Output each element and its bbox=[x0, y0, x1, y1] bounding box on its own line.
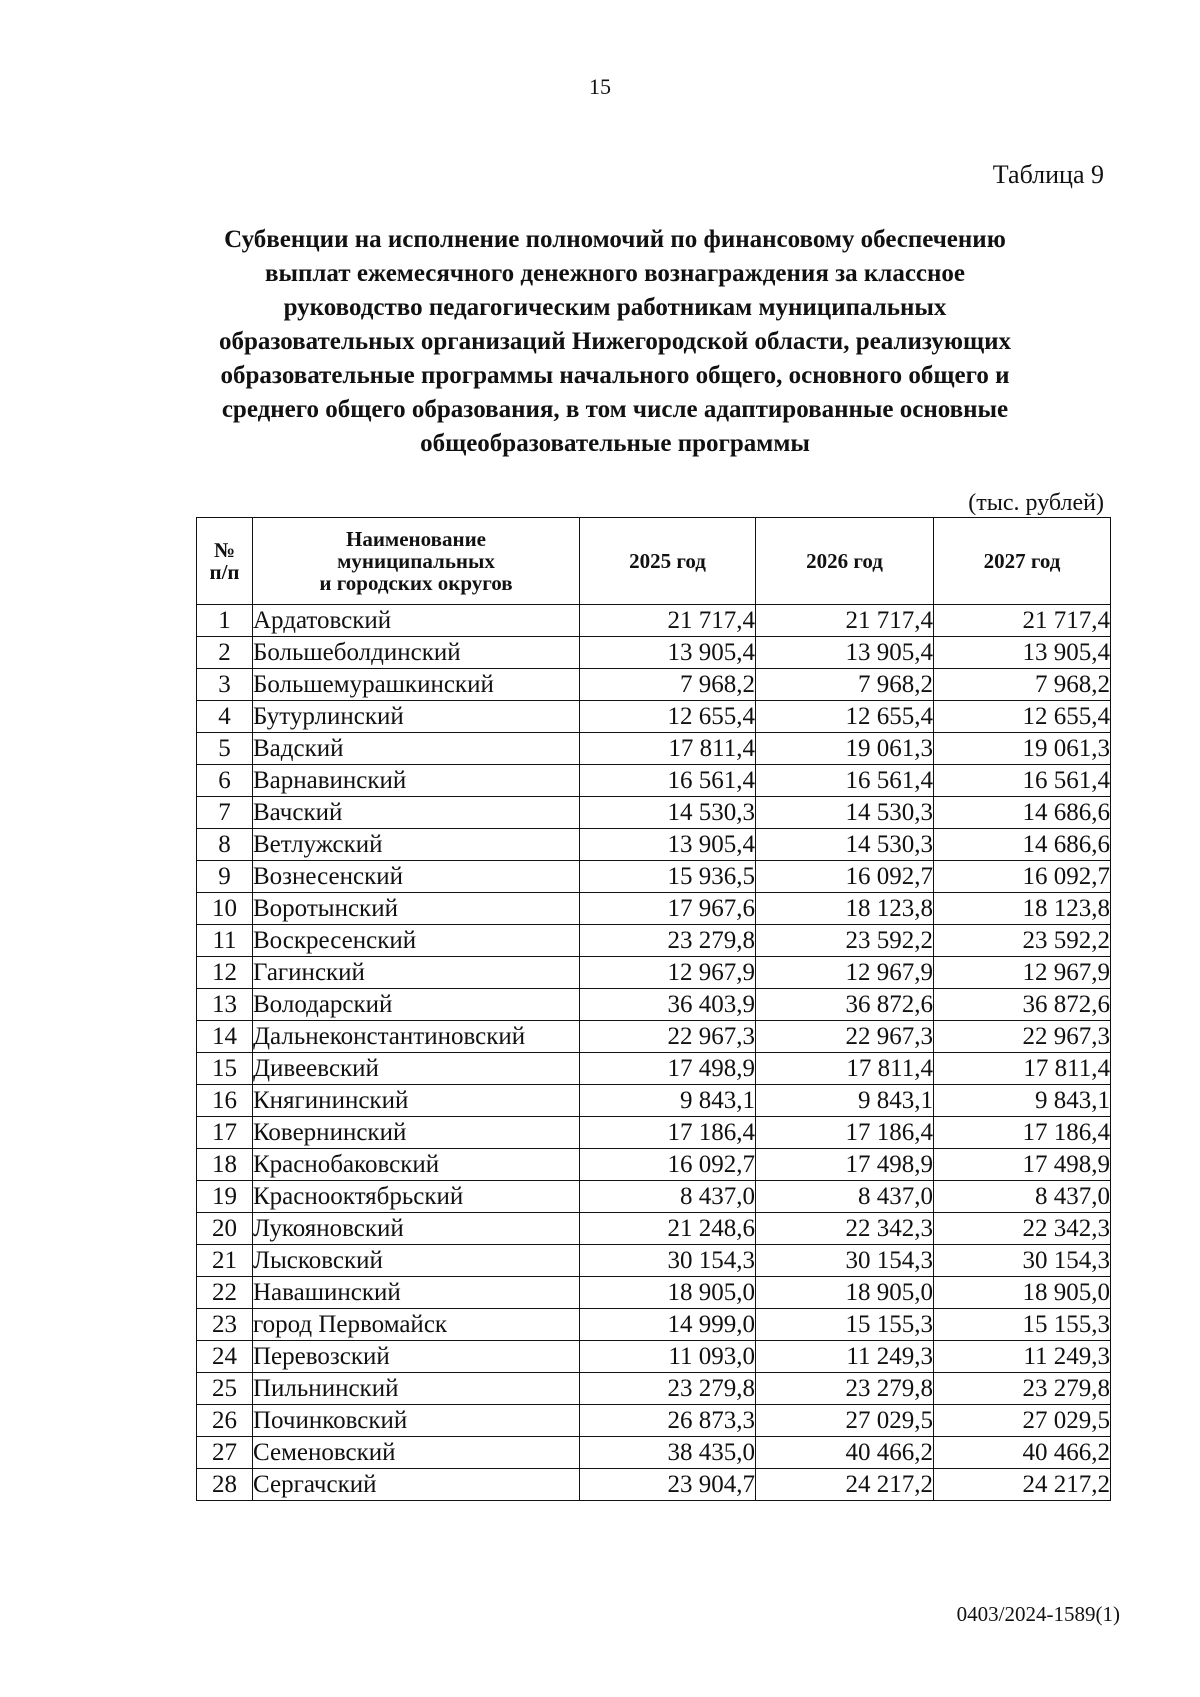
table-row bbox=[197, 669, 1111, 701]
table-row bbox=[197, 765, 1111, 797]
row-name: Сергачский bbox=[253, 1469, 580, 1501]
row-number: 24 bbox=[197, 1341, 253, 1373]
header-name-line: и городских округов bbox=[319, 571, 513, 595]
row-number: 25 bbox=[197, 1373, 253, 1405]
title-line: выплат ежемесячного денежного вознаграждения за классное bbox=[264, 260, 966, 287]
header-number-line: № bbox=[213, 538, 236, 562]
row-value-2025: 21 717,4 bbox=[580, 605, 756, 637]
row-name: Дивеевский bbox=[253, 1053, 580, 1085]
row-value-2026: 14 530,3 bbox=[756, 829, 934, 861]
row-number: 20 bbox=[197, 1213, 253, 1245]
row-value-2025: 9 843,1 bbox=[580, 1085, 756, 1117]
table-row bbox=[197, 829, 1111, 861]
table-row bbox=[197, 1373, 1111, 1405]
row-name: Вознесенский bbox=[253, 861, 580, 893]
row-value-2025: 8 437,0 bbox=[580, 1181, 756, 1213]
row-value-2026: 11 249,3 bbox=[756, 1341, 934, 1373]
header-name-line: Наименование bbox=[346, 527, 486, 551]
row-number: 15 bbox=[197, 1053, 253, 1085]
row-name: Варнавинский bbox=[253, 765, 580, 797]
table-row bbox=[197, 1437, 1111, 1469]
table-row bbox=[197, 733, 1111, 765]
table-row bbox=[197, 861, 1111, 893]
row-name: Воскресенский bbox=[253, 925, 580, 957]
row-value-2027: 16 092,7 bbox=[934, 861, 1111, 893]
row-value-2025: 13 905,4 bbox=[580, 829, 756, 861]
row-name: Краснобаковский bbox=[253, 1149, 580, 1181]
row-value-2025: 12 655,4 bbox=[580, 701, 756, 733]
row-value-2027: 36 872,6 bbox=[934, 989, 1111, 1021]
title-line: Субвенции на исполнение полномочий по финансовому обеспечению bbox=[224, 226, 1006, 253]
row-value-2026: 40 466,2 bbox=[756, 1437, 934, 1469]
row-value-2026: 16 092,7 bbox=[756, 861, 934, 893]
row-number: 8 bbox=[197, 829, 253, 861]
row-number: 9 bbox=[197, 861, 253, 893]
row-value-2025: 38 435,0 bbox=[580, 1437, 756, 1469]
row-value-2027: 24 217,2 bbox=[934, 1469, 1111, 1501]
row-name: Краснооктябрьский bbox=[253, 1181, 580, 1213]
row-name: Навашинский bbox=[253, 1277, 580, 1309]
table-row bbox=[197, 1213, 1111, 1245]
row-value-2026: 14 530,3 bbox=[756, 797, 934, 829]
row-value-2027: 22 342,3 bbox=[934, 1213, 1111, 1245]
row-value-2026: 16 561,4 bbox=[756, 765, 934, 797]
table-row bbox=[197, 1117, 1111, 1149]
row-number: 19 bbox=[197, 1181, 253, 1213]
row-number: 14 bbox=[197, 1021, 253, 1053]
row-value-2026: 9 843,1 bbox=[756, 1085, 934, 1117]
row-value-2027: 12 967,9 bbox=[934, 957, 1111, 989]
row-value-2025: 23 904,7 bbox=[580, 1469, 756, 1501]
header-2026: 2026 год bbox=[756, 518, 934, 605]
row-name: Вадский bbox=[253, 733, 580, 765]
row-value-2026: 12 655,4 bbox=[756, 701, 934, 733]
title-line: образовательных организаций Нижегородской области, реализующих bbox=[218, 328, 1011, 355]
row-value-2026: 27 029,5 bbox=[756, 1405, 934, 1437]
units-label: (тыс. рублей) bbox=[968, 490, 1104, 516]
row-number: 21 bbox=[197, 1245, 253, 1277]
row-value-2027: 11 249,3 bbox=[934, 1341, 1111, 1373]
row-value-2025: 17 186,4 bbox=[580, 1117, 756, 1149]
table-row bbox=[197, 1469, 1111, 1501]
row-value-2025: 17 498,9 bbox=[580, 1053, 756, 1085]
row-name: Лысковский bbox=[253, 1245, 580, 1277]
row-name: Большеболдинский bbox=[253, 637, 580, 669]
row-value-2027: 21 717,4 bbox=[934, 605, 1111, 637]
row-value-2027: 17 498,9 bbox=[934, 1149, 1111, 1181]
row-number: 6 bbox=[197, 765, 253, 797]
row-number: 23 bbox=[197, 1309, 253, 1341]
title-line: общеобразовательные программы bbox=[420, 430, 810, 457]
row-value-2027: 19 061,3 bbox=[934, 733, 1111, 765]
table-row bbox=[197, 701, 1111, 733]
row-value-2026: 17 186,4 bbox=[756, 1117, 934, 1149]
document-code: 0403/2024-1589(1) bbox=[956, 1602, 1120, 1626]
header-number bbox=[197, 518, 253, 605]
row-name: Семеновский bbox=[253, 1437, 580, 1469]
row-value-2027: 9 843,1 bbox=[934, 1085, 1111, 1117]
row-value-2027: 40 466,2 bbox=[934, 1437, 1111, 1469]
row-value-2026: 8 437,0 bbox=[756, 1181, 934, 1213]
table-row bbox=[197, 1085, 1111, 1117]
row-number: 11 bbox=[197, 925, 253, 957]
table-row bbox=[197, 1149, 1111, 1181]
row-number: 28 bbox=[197, 1469, 253, 1501]
row-name: Ковернинский bbox=[253, 1117, 580, 1149]
row-value-2025: 17 967,6 bbox=[580, 893, 756, 925]
row-number: 10 bbox=[197, 893, 253, 925]
row-name: Володарский bbox=[253, 989, 580, 1021]
table-row bbox=[197, 1405, 1111, 1437]
row-value-2026: 13 905,4 bbox=[756, 637, 934, 669]
row-value-2025: 23 279,8 bbox=[580, 925, 756, 957]
row-value-2025: 16 092,7 bbox=[580, 1149, 756, 1181]
row-value-2025: 14 999,0 bbox=[580, 1309, 756, 1341]
row-value-2025: 30 154,3 bbox=[580, 1245, 756, 1277]
row-name: город Первомайск bbox=[253, 1309, 580, 1341]
table-row bbox=[197, 797, 1111, 829]
row-value-2025: 16 561,4 bbox=[580, 765, 756, 797]
header-name-line: муниципальных bbox=[337, 549, 495, 573]
row-value-2025: 23 279,8 bbox=[580, 1373, 756, 1405]
row-value-2027: 27 029,5 bbox=[934, 1405, 1111, 1437]
row-value-2026: 24 217,2 bbox=[756, 1469, 934, 1501]
table-row bbox=[197, 1277, 1111, 1309]
row-value-2027: 12 655,4 bbox=[934, 701, 1111, 733]
row-value-2027: 18 905,0 bbox=[934, 1277, 1111, 1309]
table-row bbox=[197, 605, 1111, 637]
row-number: 26 bbox=[197, 1405, 253, 1437]
row-value-2026: 17 498,9 bbox=[756, 1149, 934, 1181]
row-number: 1 bbox=[197, 605, 253, 637]
header-number-line: п/п bbox=[209, 560, 240, 584]
row-value-2026: 12 967,9 bbox=[756, 957, 934, 989]
row-number: 18 bbox=[197, 1149, 253, 1181]
table-body bbox=[197, 605, 1111, 1501]
row-number: 5 bbox=[197, 733, 253, 765]
row-name: Починковский bbox=[253, 1405, 580, 1437]
row-name: Вачский bbox=[253, 797, 580, 829]
row-name: Перевозский bbox=[253, 1341, 580, 1373]
table-label: Таблица 9 bbox=[992, 160, 1104, 189]
row-value-2027: 23 279,8 bbox=[934, 1373, 1111, 1405]
row-value-2026: 18 905,0 bbox=[756, 1277, 934, 1309]
row-value-2027: 8 437,0 bbox=[934, 1181, 1111, 1213]
table-row bbox=[197, 925, 1111, 957]
row-value-2025: 13 905,4 bbox=[580, 637, 756, 669]
header-2025: 2025 год bbox=[580, 518, 756, 605]
row-name: Ардатовский bbox=[253, 605, 580, 637]
header-2027: 2027 год bbox=[934, 518, 1111, 605]
row-value-2026: 23 592,2 bbox=[756, 925, 934, 957]
row-value-2026: 21 717,4 bbox=[756, 605, 934, 637]
row-value-2026: 17 811,4 bbox=[756, 1053, 934, 1085]
row-number: 22 bbox=[197, 1277, 253, 1309]
row-number: 27 bbox=[197, 1437, 253, 1469]
row-value-2027: 16 561,4 bbox=[934, 765, 1111, 797]
row-value-2025: 21 248,6 bbox=[580, 1213, 756, 1245]
table-row bbox=[197, 1021, 1111, 1053]
row-name: Ветлужский bbox=[253, 829, 580, 861]
row-name: Княгининский bbox=[253, 1085, 580, 1117]
row-number: 7 bbox=[197, 797, 253, 829]
row-value-2025: 17 811,4 bbox=[580, 733, 756, 765]
row-name: Дальнеконстантиновский bbox=[253, 1021, 580, 1053]
row-number: 2 bbox=[197, 637, 253, 669]
row-number: 12 bbox=[197, 957, 253, 989]
table-row bbox=[197, 1245, 1111, 1277]
row-value-2027: 18 123,8 bbox=[934, 893, 1111, 925]
row-value-2027: 15 155,3 bbox=[934, 1309, 1111, 1341]
row-number: 3 bbox=[197, 669, 253, 701]
row-value-2026: 18 123,8 bbox=[756, 893, 934, 925]
row-value-2027: 13 905,4 bbox=[934, 637, 1111, 669]
row-value-2025: 36 403,9 bbox=[580, 989, 756, 1021]
title-line: образовательные программы начального общего, основного общего и bbox=[220, 362, 1010, 389]
row-value-2027: 30 154,3 bbox=[934, 1245, 1111, 1277]
row-value-2026: 22 342,3 bbox=[756, 1213, 934, 1245]
row-name: Воротынский bbox=[253, 893, 580, 925]
table-header-row bbox=[197, 518, 1111, 605]
table-row bbox=[197, 957, 1111, 989]
row-value-2026: 22 967,3 bbox=[756, 1021, 934, 1053]
row-value-2026: 19 061,3 bbox=[756, 733, 934, 765]
table-row bbox=[197, 637, 1111, 669]
table-row bbox=[197, 1309, 1111, 1341]
row-value-2025: 11 093,0 bbox=[580, 1341, 756, 1373]
row-value-2027: 14 686,6 bbox=[934, 829, 1111, 861]
row-name: Пильнинский bbox=[253, 1373, 580, 1405]
row-value-2025: 18 905,0 bbox=[580, 1277, 756, 1309]
table-row bbox=[197, 1341, 1111, 1373]
row-value-2025: 15 936,5 bbox=[580, 861, 756, 893]
row-number: 13 bbox=[197, 989, 253, 1021]
row-number: 4 bbox=[197, 701, 253, 733]
row-value-2026: 36 872,6 bbox=[756, 989, 934, 1021]
table-row bbox=[197, 893, 1111, 925]
title-line: руководство педагогическим работникам муниципальных bbox=[283, 294, 947, 321]
row-value-2025: 7 968,2 bbox=[580, 669, 756, 701]
row-name: Гагинский bbox=[253, 957, 580, 989]
title-line: среднего общего образования, в том числе адаптированные основные bbox=[221, 396, 1009, 423]
subsidies-table bbox=[196, 517, 1111, 1501]
row-value-2025: 26 873,3 bbox=[580, 1405, 756, 1437]
row-value-2027: 17 811,4 bbox=[934, 1053, 1111, 1085]
row-value-2027: 23 592,2 bbox=[934, 925, 1111, 957]
table-row bbox=[197, 989, 1111, 1021]
row-number: 17 bbox=[197, 1117, 253, 1149]
row-name: Бутурлинский bbox=[253, 701, 580, 733]
page-number: 15 bbox=[589, 74, 611, 99]
table-row bbox=[197, 1181, 1111, 1213]
row-value-2026: 30 154,3 bbox=[756, 1245, 934, 1277]
row-value-2027: 22 967,3 bbox=[934, 1021, 1111, 1053]
row-name: Большемурашкинский bbox=[253, 669, 580, 701]
row-value-2025: 12 967,9 bbox=[580, 957, 756, 989]
header-name bbox=[253, 518, 580, 605]
row-value-2027: 7 968,2 bbox=[934, 669, 1111, 701]
row-value-2026: 15 155,3 bbox=[756, 1309, 934, 1341]
row-name: Лукояновский bbox=[253, 1213, 580, 1245]
row-value-2027: 14 686,6 bbox=[934, 797, 1111, 829]
row-number: 16 bbox=[197, 1085, 253, 1117]
table-row bbox=[197, 1053, 1111, 1085]
row-value-2026: 7 968,2 bbox=[756, 669, 934, 701]
row-value-2025: 22 967,3 bbox=[580, 1021, 756, 1053]
row-value-2027: 17 186,4 bbox=[934, 1117, 1111, 1149]
row-value-2026: 23 279,8 bbox=[756, 1373, 934, 1405]
row-value-2025: 14 530,3 bbox=[580, 797, 756, 829]
document-title bbox=[190, 223, 1040, 461]
